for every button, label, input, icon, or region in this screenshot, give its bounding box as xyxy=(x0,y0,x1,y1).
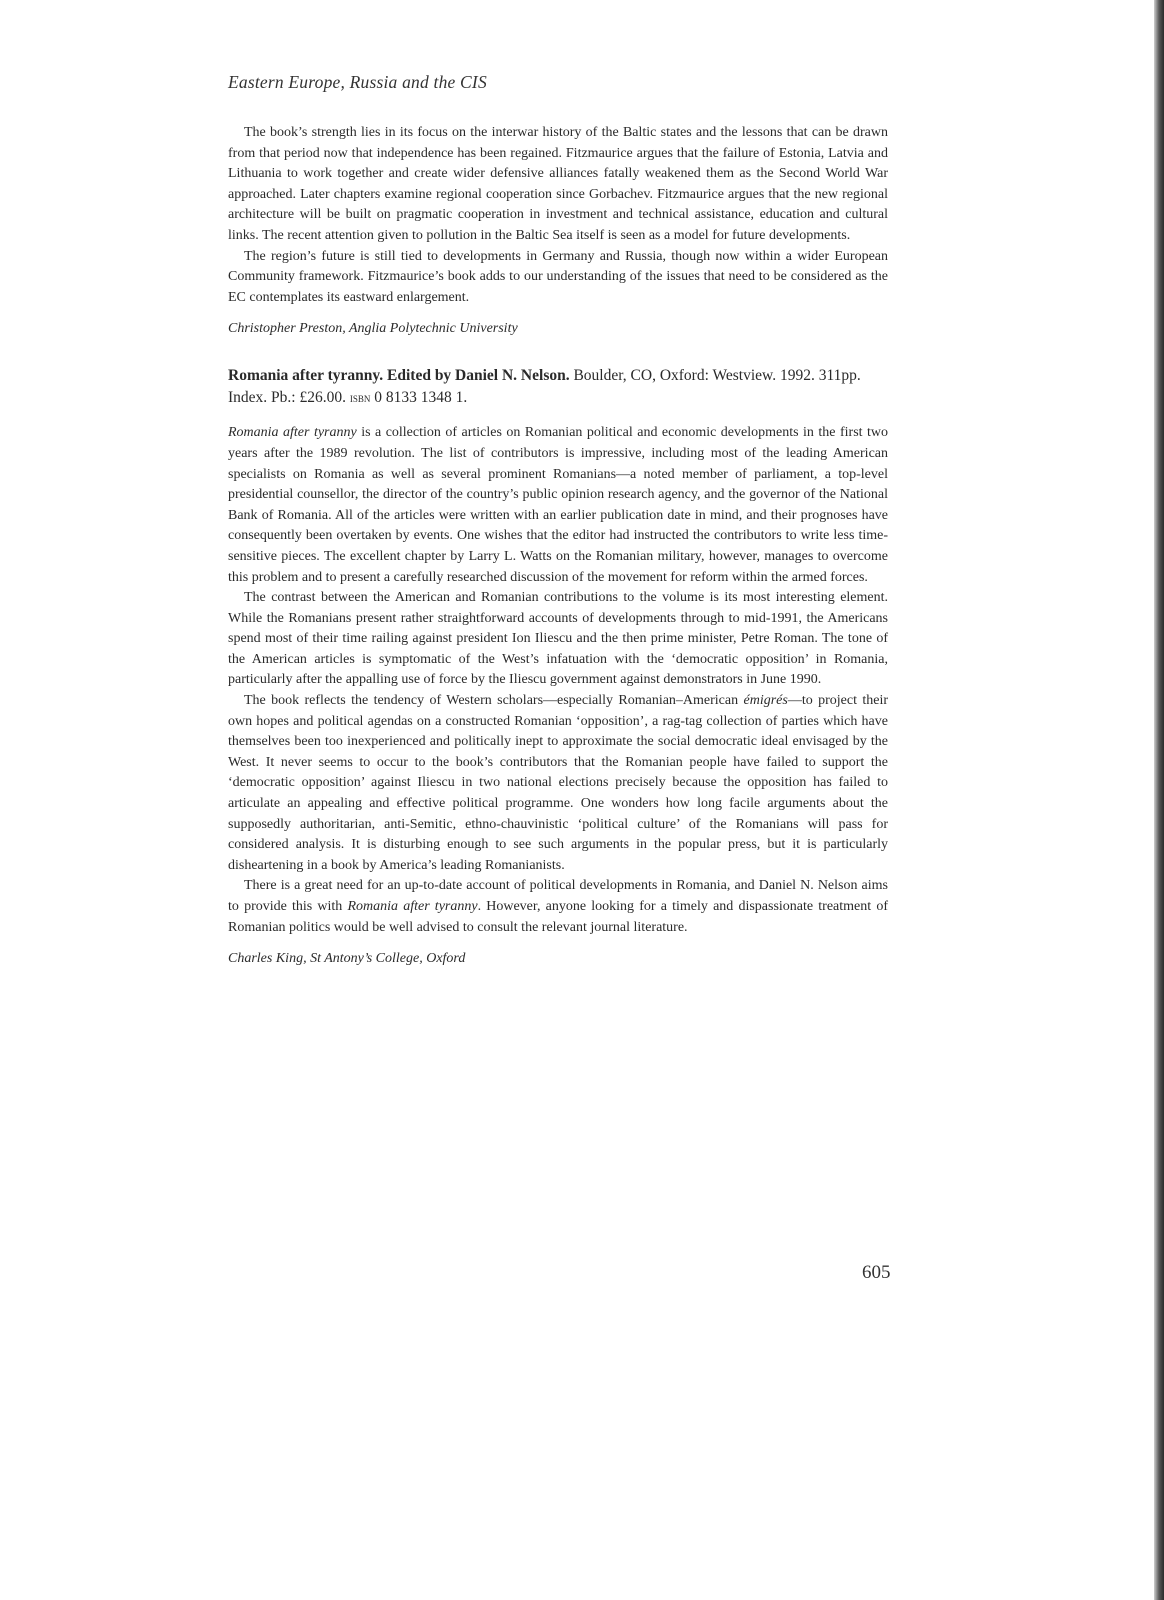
review2-paragraph-4-start: There is a great need for an up-to-date account of political developments in Romania, and Daniel N. Nelson aims to provide this with xyxy=(228,878,888,914)
book-title-editor: Romania after tyranny. Edited by Daniel N. Nelson. xyxy=(228,367,570,385)
review-romania xyxy=(228,365,888,967)
isbn-number: 0 8133 1348 1. xyxy=(370,389,468,407)
review2-reviewer: Charles King, St Antony’s College, Oxford xyxy=(228,951,466,967)
review2-paragraph-3-start: The book reflects the tendency of Western scholars—especially Romanian–American xyxy=(244,693,744,709)
review1-paragraph-2: The region’s future is still tied to developments in Germany and Russia, though now within a wider European Community framework. Fitzmaurice’s book adds to our understanding of the issues that need to be considered as the EC contemplates its eastward enlargement. xyxy=(228,248,888,305)
review2-paragraph-1-text: is a collection of articles on Romanian political and economic developments in the first two years after the 1989 revolution. The list of contributors is impressive, including most of the leading American specialists on Romania as well as several prominent Romanians—a noted member of parliament, a top-level presidential counsellor, the director of the country’s public opinion research agency, and the governor of the National Bank of Romania. All of the articles were written with an earlier publication date in mind, and their prognoses have consequently been overtaken by events. One wishes that the editor had instructed the contributors to write less time-sensitive pieces. The excellent chapter by Larry L. Watts on the Romanian military, however, manages to overcome this problem and to present a carefully researched discussion of the movement for reform within the armed forces. xyxy=(228,425,888,585)
scan-edge-shadow xyxy=(1154,0,1164,1600)
review2-paragraph-1 xyxy=(228,423,888,588)
book-heading xyxy=(228,365,888,409)
review2-paragraph-3-rest: —to project their own hopes and political agendas on a constructed Romanian ‘opposition’, a rag-tag collection of parties which have themselves been too inexperienced and politically inept to approximate the social democratic ideal envisaged by the West. It never seems to occur to the book’s contributors that the Romanian people have failed to support the ‘democratic opposition’ against Iliescu in two national elections precisely because the opposition has failed to articulate an appealing and effective political programme. One wonders how long facile arguments about the supposedly authoritarian, anti-Semitic, ethno-chauvinistic ‘political culture’ of the Romanians will pass for considered analysis. It is disturbing enough to see such arguments in the popular press, but it is particularly disheartening in a book by America’s leading Romanianists. xyxy=(228,693,888,873)
book-publisher-info: Boulder, CO, Oxford: Westview. 1992. 311pp. Index. Pb.: £26.00. xyxy=(228,367,861,407)
review1-paragraph-1: The book’s strength lies in its focus on the interwar history of the Baltic states and the lessons that can be drawn from that period now that independence has been regained. Fitzmaurice argues that the failure of Estonia, Latvia and Lithuania to work together and create wider defensive alliances fatally weakened them as the Second World War approached. Later chapters examine regional cooperation since Gorbachev. Fitzmaurice argues that the new regional architecture will be built on pragmatic cooperation in investment and technical assistance, education and cultural links. The recent attention given to pollution in the Baltic Sea itself is seen as a model for future developments. xyxy=(228,125,888,243)
book-title-italic: Romania after tyranny xyxy=(228,425,357,441)
emigres-italic: émigrés xyxy=(743,693,788,709)
page-body xyxy=(228,72,888,967)
running-head: Eastern Europe, Russia and the CIS xyxy=(228,72,487,92)
review2-paragraph-4-rest: . However, anyone looking for a timely and dispassionate treatment of Romanian politics would be well advised to consult the relevant journal literature. xyxy=(228,899,888,935)
review1-reviewer: Christopher Preston, Anglia Polytechnic University xyxy=(228,321,518,337)
isbn-label: isbn xyxy=(349,390,371,406)
review2-paragraph-4 xyxy=(228,876,888,938)
review2-paragraph-2: The contrast between the American and Romanian contributions to the volume is its most interesting element. While the Romanians present rather straightforward accounts of developments through to mid-1991, the Americans spend most of their time railing against president Ion Iliescu and the then prime minister, Petre Roman. The tone of the American articles is symptomatic of the West’s infatuation with the ‘democratic opposition’ in Romania, particularly after the appalling use of force by the Iliescu government against demonstrators in June 1990. xyxy=(228,590,888,688)
book-title-italic-2: Romania after tyranny xyxy=(347,899,478,914)
review-baltic xyxy=(228,123,888,337)
review2-paragraph-3 xyxy=(228,691,888,876)
page-number: 605 xyxy=(862,1262,891,1283)
